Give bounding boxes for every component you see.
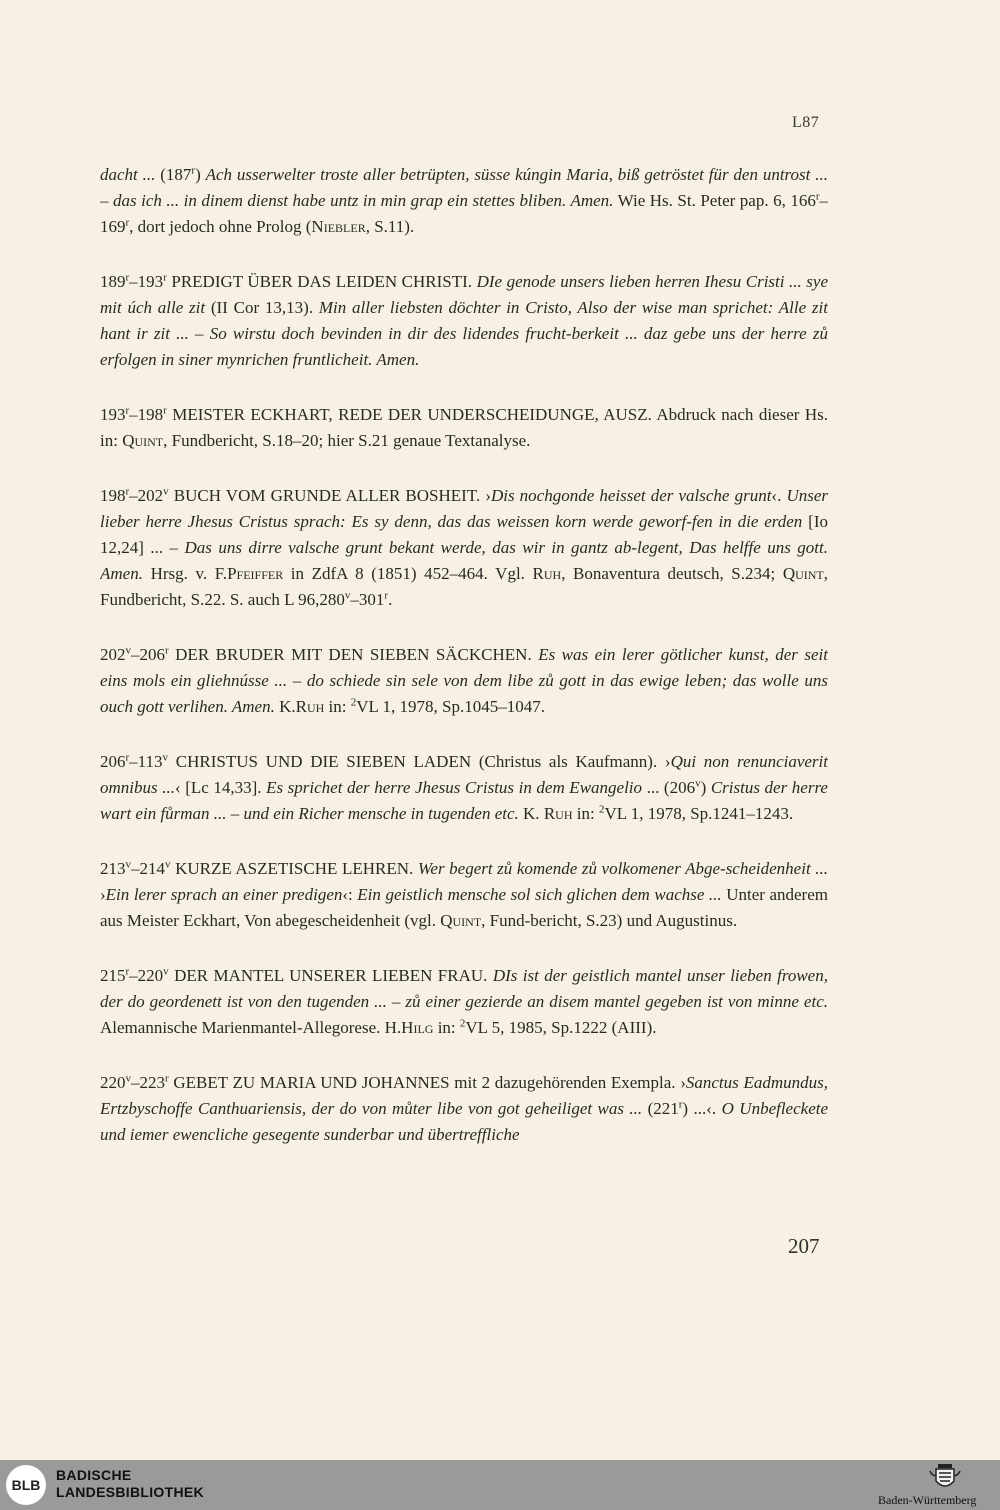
entry-text: › <box>100 885 106 904</box>
entry-text: VL 5, 1985, Sp.1222 (AIII). <box>465 1018 657 1037</box>
entry-text: , S.11). <box>365 217 415 236</box>
entry-text: PREDIGT ÜBER DAS LEIDEN CHRISTI. <box>166 272 477 291</box>
entry-text: –198 <box>129 405 164 424</box>
folio-superscript: v <box>125 858 131 871</box>
coat-of-arms-icon <box>925 1463 965 1493</box>
entry-text: Es was ein lerer götlicher kunst, der seit eins mols ein gliehnússe ... – do schiede sin sele von dem libe zů gott in das ewige leben; das wolle uns ouch gott verlihen. Amen. <box>100 645 828 716</box>
folio-superscript: v <box>695 777 701 790</box>
entry-text: Alemannische Marienmantel-Allegorese. H. <box>100 1018 402 1037</box>
entry-text: Sanctus Eadmundus, Ertzbyschoffe Canthuariensis, der do von můter libe von got geheiliget was ... <box>100 1073 828 1118</box>
folio-superscript: r <box>815 190 820 203</box>
entry-text: (187 <box>160 165 192 184</box>
entry-text: –223 <box>131 1073 165 1092</box>
catalog-entry <box>100 856 828 934</box>
library-name-line-2: LANDESBIBLIOTHEK <box>56 1484 204 1500</box>
folio-superscript: r <box>191 164 196 177</box>
folio-superscript: r <box>125 404 130 417</box>
library-name-line-1: BADISCHE <box>56 1467 132 1483</box>
entry-text: Dis nochgonde heisset der valsche grunt <box>490 486 772 505</box>
entry-text: 213 <box>100 859 126 878</box>
entry-text: DER BRUDER MIT DEN SIEBEN SÄCKCHEN. <box>168 645 539 664</box>
entry-text: in: <box>433 1018 460 1037</box>
page-number: 207 <box>788 1234 820 1258</box>
entry-text: K. <box>274 697 296 716</box>
blb-logo[interactable] <box>6 1465 46 1505</box>
folio-superscript: 2 <box>459 1017 466 1030</box>
folio-superscript: r <box>165 644 169 657</box>
entry-text: KURZE ASZETISCHE LEHREN. <box>170 859 418 878</box>
entry-text: O Unbefleckete und iemer ewencliche gesegente sunderbar und übertreffliche <box>100 1099 828 1144</box>
entry-text: DER MANTEL UNSERER LIEBEN FRAU. <box>168 966 493 985</box>
catalog-entry <box>100 642 828 720</box>
folio-superscript: r <box>125 965 130 978</box>
entry-text: , Bonaventura deutsch, S.234; <box>561 564 783 583</box>
entry-text: , Fund-bericht, S.23) und Augustinus. <box>481 911 738 930</box>
entry-text: 215 <box>100 966 126 985</box>
region-label: Baden-Württemberg <box>878 1493 977 1507</box>
entry-text: (II Cor 13,13). <box>205 298 319 317</box>
folio-superscript: r <box>125 216 130 229</box>
entry-text: –193 <box>129 272 164 291</box>
entry-text: VL 1, 1978, Sp.1045–1047. <box>356 697 545 716</box>
entry-text: dacht ... <box>100 165 161 184</box>
catalog-entry <box>100 162 828 240</box>
entry-text: ‹. <box>771 486 787 505</box>
entry-text: CHRISTUS UND DIE SIEBEN LADEN (Christus als Kaufmann). › <box>168 752 671 771</box>
catalog-entry <box>100 749 828 827</box>
entry-text: –202 <box>129 486 164 505</box>
entry-text: 193 <box>100 405 126 424</box>
entry-text: ‹ [Lc 14,33]. <box>174 778 267 797</box>
folio-superscript: v <box>163 485 169 498</box>
entry-text: DIs ist der geistlich mantel unser lieben frowen, der do geordenett ist von den tugenden ... – zů einer gezierde an disem mantel gegeben ist von minne etc. <box>100 966 828 1011</box>
entry-text: MEISTER ECKHART, REDE DER UNDERSCHEIDUNGE, AUSZ. Abdruck nach dieser Hs. in: <box>100 405 828 450</box>
folio-superscript: v <box>125 644 131 657</box>
entry-text: –169 <box>100 191 828 236</box>
entry-text: ) ...‹. <box>682 1099 722 1118</box>
entry-text: Pfeiffer <box>227 564 284 583</box>
entry-text: Ruh <box>543 804 573 823</box>
catalog-entry <box>100 402 828 454</box>
entry-text: DIe genode unsers lieben herren Ihesu Cristi ... sye mit úch alle zit <box>100 272 828 317</box>
entry-text: ) <box>195 165 206 184</box>
entry-text: –113 <box>129 752 163 771</box>
entry-text: , dort jedoch ohne Prolog ( <box>129 217 312 236</box>
entry-text: Ruh <box>295 697 325 716</box>
entry-text: Qui non renunciaverit omnibus ... <box>100 752 828 797</box>
folio-superscript: r <box>384 589 389 602</box>
folio-superscript: r <box>163 404 167 417</box>
entry-text: 220 <box>100 1073 126 1092</box>
entry-text: Wie Hs. St. Peter pap. 6, 166 <box>613 191 816 210</box>
entry-text: Ein lerer sprach an einer predigen <box>105 885 343 904</box>
entry-text: –220 <box>129 966 164 985</box>
entry-text: Unser lieber herre Jhesus Cristus sprach: Es sy denn, das das weissen korn werde geworf-fen in die erden <box>100 486 828 531</box>
entry-text: Ach usserwelter troste aller betrüpten, süsse kúngin Maria, biß getröstet für den untrost ... – das ich ... in dinem dienst habe untz in min grap ein stettes bliben. Amen. <box>100 165 828 210</box>
folio-superscript: v <box>344 589 351 602</box>
entry-text: Hrsg. v. F. <box>142 564 228 583</box>
entry-text: –206 <box>131 645 165 664</box>
entry-text: . <box>388 590 393 609</box>
folio-superscript: 2 <box>350 696 357 709</box>
entry-text: 198 <box>100 486 126 505</box>
folio-superscript: v <box>165 858 171 871</box>
footer-bar <box>0 1460 1000 1510</box>
entry-text: in: <box>324 697 351 716</box>
entry-text: ‹: <box>342 885 358 904</box>
catalog-entry <box>100 963 828 1041</box>
library-name[interactable] <box>56 1467 204 1501</box>
folio-superscript: r <box>163 271 167 284</box>
entry-text: Das uns dirre valsche grunt bekant werde, das wir in gantz ab-legent, Das helffe uns gott. Amen. <box>100 538 828 583</box>
folio-superscript: r <box>678 1098 683 1111</box>
entry-text: Hilg <box>401 1018 434 1037</box>
manuscript-signature: L87 <box>792 114 820 131</box>
folio-superscript: r <box>125 751 130 764</box>
entry-text: Ruh <box>532 564 562 583</box>
entry-text: Cristus der herre wart ein fůrman ... – und ein Richer mensche in tugenden etc. <box>100 778 828 823</box>
entry-text: Quint <box>440 911 482 930</box>
catalog-entry <box>100 1070 828 1148</box>
entry-text: [Io 12,24] ... – <box>100 512 828 557</box>
folio-superscript: v <box>162 751 169 764</box>
entry-text: Min aller liebsten döchter in Cristo, Also der wise man sprichet: Alle zit hant ir zit ... – So wirstu doch bevinden in dir des lidendes frucht-berkeit ... daz gebe uns der herre zů erfolgen in siner mynrichen fruntlicheit. Amen. <box>100 298 828 369</box>
entry-text: , Fundbericht, S.18–20; hier S.21 genaue Textanalyse. <box>163 431 531 450</box>
entry-text: K. <box>518 804 544 823</box>
entry-text: Quint <box>122 431 164 450</box>
entry-text: Niebler <box>311 217 366 236</box>
entry-text: , Fundbericht, S.22. S. auch L 96,280 <box>100 564 828 609</box>
entry-text: VL 1, 1978, Sp.1241–1243. <box>604 804 794 823</box>
folio-superscript: r <box>125 271 130 284</box>
folio-superscript: r <box>125 485 130 498</box>
folio-superscript: 2 <box>598 803 605 816</box>
entry-text: Wer begert zů komende zů volkomener Abge-scheidenheit ... <box>417 859 828 878</box>
catalog-entry <box>100 483 828 613</box>
entry-text: Es sprichet der herre Jhesus Cristus in dem Ewangelio <box>266 778 643 797</box>
entry-text: GEBET ZU MARIA UND JOHANNES mit 2 dazugehörenden Exempla. › <box>168 1073 686 1092</box>
entry-text: –214 <box>131 859 165 878</box>
folio-superscript: r <box>165 1072 169 1085</box>
entry-text: ) <box>700 778 711 797</box>
entry-text: –301 <box>350 590 385 609</box>
entry-text: 206 <box>100 752 126 771</box>
blb-logo-text: BLB <box>11 1477 41 1493</box>
entry-text: BUCH VOM GRUNDE ALLER BOSHEIT. › <box>168 486 491 505</box>
entry-text: 189 <box>100 272 126 291</box>
entry-text: Ein geistlich mensche sol sich glichen dem wachse ... <box>357 885 722 904</box>
folio-superscript: v <box>163 965 169 978</box>
catalog-entry <box>100 269 828 373</box>
entry-text: (221 <box>642 1099 679 1118</box>
entry-text: in ZdfA 8 (1851) 452–464. Vgl. <box>283 564 533 583</box>
catalog-entries <box>100 162 828 1177</box>
entry-text: Quint <box>782 564 824 583</box>
entry-text: 202 <box>100 645 126 664</box>
entry-text: ... (206 <box>642 778 696 797</box>
folio-superscript: v <box>125 1072 131 1085</box>
entry-text: in: <box>572 804 599 823</box>
entry-text: Unter anderem aus Meister Eckhart, Von abegescheidenheit (vgl. <box>100 885 828 930</box>
